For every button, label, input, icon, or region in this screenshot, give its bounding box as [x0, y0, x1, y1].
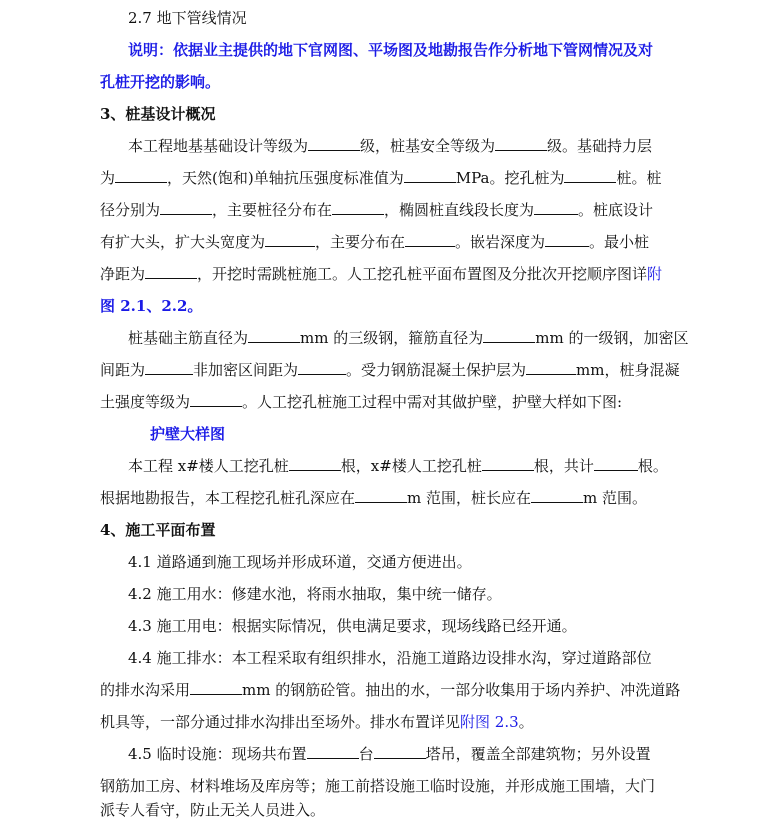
p1-line-3: 径分别为 ，主要桩径分布在 ，椭圆桩直线段长度为 。桩底设计 [100, 201, 654, 219]
heading-3: 3、桩基设计概况 [100, 105, 216, 123]
blank [190, 392, 242, 407]
blank [298, 360, 346, 375]
p2-line-3: 土强度等级为 。人工挖孔桩施工过程中需对其做护壁，护壁大样如下图: [100, 393, 623, 411]
p2-line-2: 间距为 非加密区间距为 。受力钢筋混凝土保护层为 mm，桩身混凝 [100, 361, 680, 379]
blank [404, 168, 456, 183]
blank [564, 168, 616, 183]
blank [145, 264, 197, 279]
blank [115, 168, 167, 183]
p1-line-1: 本工程地基基础设计等级为 级，桩基安全等级为 级。基础持力层 [128, 137, 653, 155]
blank [332, 200, 384, 215]
section-4-2: 4.2 施工用水：修建水池，将雨水抽取，集中统一储存。 [128, 585, 502, 603]
blank [160, 200, 212, 215]
blank [545, 232, 589, 247]
blank [483, 328, 535, 343]
link-fig-2-3[interactable]: 附图 2.3 [460, 713, 519, 731]
note-line-2: 孔桩开挖的影响。 [100, 73, 221, 91]
heading-4: 4、施工平面布置 [100, 521, 216, 539]
blank [594, 456, 638, 471]
blank [307, 744, 359, 759]
p3-line-2: 根据地勘报告，本工程挖孔桩孔深应在 m 范围，桩长应在 m 范围。 [100, 489, 648, 507]
section-4-5-line-1: 4.5 临时设施：现场共布置 台 塔吊，覆盖全部建筑物；另外设置 [128, 745, 651, 763]
blank [495, 136, 547, 151]
blank [289, 456, 341, 471]
p1-line-2: 为 ，天然(饱和)单轴抗压强度标准值为 MPa。挖孔桩为 桩。桩 [100, 169, 662, 187]
blank [145, 360, 193, 375]
blank [526, 360, 576, 375]
figure-label[interactable]: 护壁大样图 [150, 425, 226, 443]
section-4-5-line-3: 派专人看守，防止无关人员进入。 [100, 801, 326, 819]
blank [248, 328, 300, 343]
blank [405, 232, 455, 247]
note-line-1: 说明：依据业主提供的地下官网图、平场图及地勘报告作分析地下管网情况及对 [128, 41, 654, 59]
section-4-5-line-2: 钢筋加工房、材料堆场及库房等；施工前搭设施工临时设施，并形成施工围墙，大门 [100, 777, 656, 795]
section-4-1: 4.1 道路通到施工现场并形成环道，交通方便进出。 [128, 553, 472, 571]
section-2-7: 2.7 地下管线情况 [128, 9, 247, 27]
blank [482, 456, 534, 471]
blank [374, 744, 426, 759]
section-4-4-line-1: 4.4 施工排水：本工程采取有组织排水，沿施工道路边设排水沟，穿过道路部位 [128, 649, 652, 667]
section-4-3: 4.3 施工用电：根据实际情况，供电满足要求，现场线路已经开通。 [128, 617, 577, 635]
section-4-4-line-2: 的排水沟采用 mm 的钢筋砼管。抽出的水，一部分收集用于场内养护、冲洗道路 [100, 681, 681, 699]
blank [355, 488, 407, 503]
blank [531, 488, 583, 503]
link-fig-2-1[interactable]: 附 [647, 265, 663, 283]
p1-line-6[interactable]: 图 2.1、2.2。 [100, 297, 203, 315]
p2-line-1: 桩基础主筋直径为 mm 的三级钢，箍筋直径为 mm 的一级钢，加密区 [128, 329, 689, 347]
p1-line-4: 有扩大头，扩大头宽度为 ，主要分布在 。嵌岩深度为 。最小桩 [100, 233, 650, 251]
blank [308, 136, 360, 151]
blank [265, 232, 315, 247]
p1-line-5: 净距为 ，开挖时需跳桩施工。人工挖孔桩平面布置图及分批次开挖顺序图详附 [100, 265, 663, 283]
section-4-4-line-3: 机具等，一部分通过排水沟排出至场外。排水布置详见附图 2.3。 [100, 713, 534, 731]
blank [534, 200, 578, 215]
p3-line-1: 本工程 x#楼人工挖孔桩 根，x#楼人工挖孔桩 根，共计 根。 [128, 457, 668, 475]
blank [190, 680, 242, 695]
